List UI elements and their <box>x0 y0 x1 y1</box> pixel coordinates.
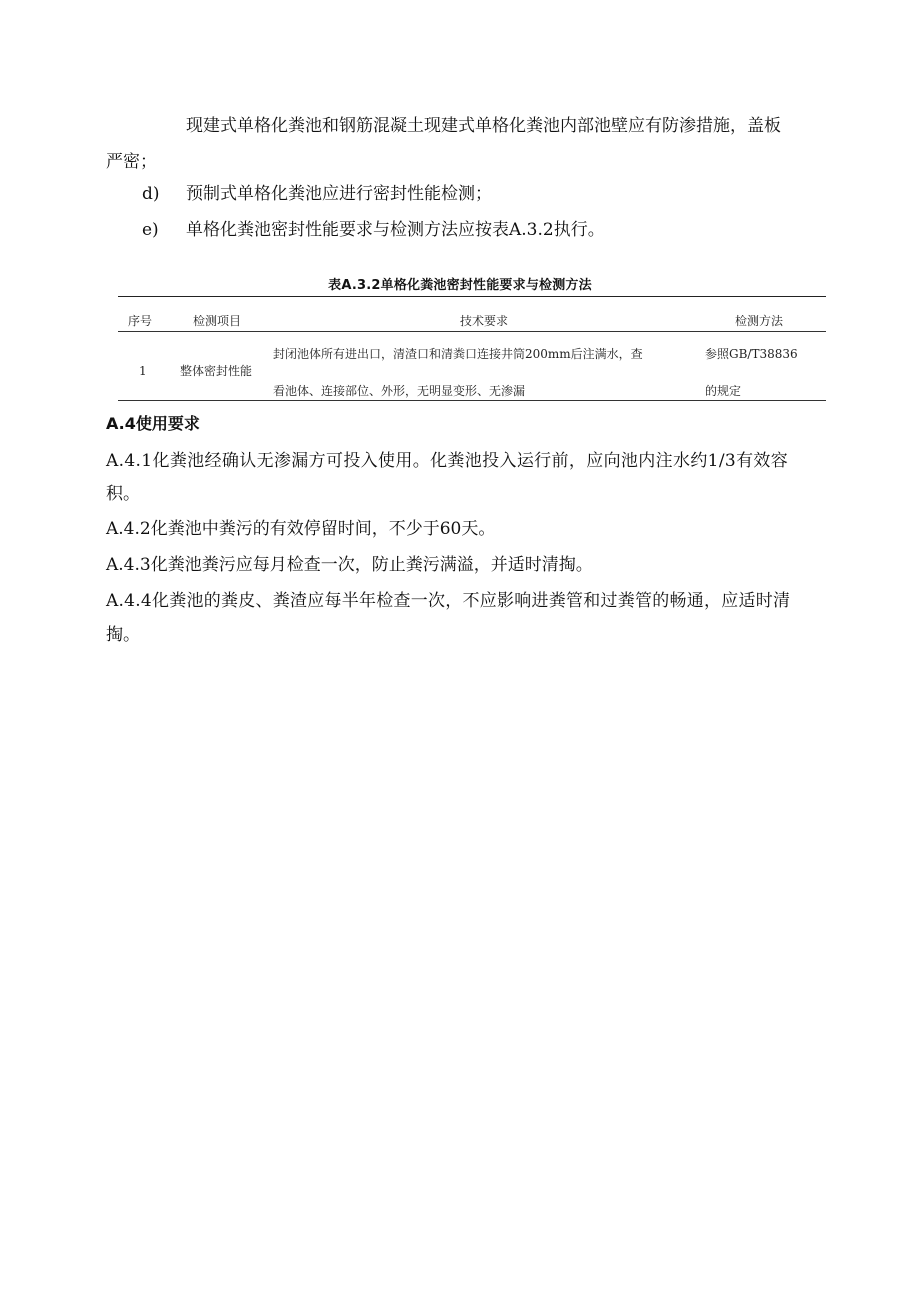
list-item-text: 预制式单格化粪池应进行密封性能检测； <box>186 184 492 204</box>
cell-item: 整体密封性能 <box>180 364 253 378</box>
cell-no: 1 <box>139 364 147 378</box>
header-item: 检测项目 <box>193 314 242 328</box>
clause-a41: A.4.1化粪池经确认无渗漏方可投入使用。化粪池投入运行前，应向池内注水约1/3有效容 <box>106 451 789 471</box>
clause-a44: A.4.4化粪池的粪皮、粪渣应每半年检查一次，不应影响进粪管和过粪管的畅通，应适时清 <box>106 591 791 611</box>
table-top-rule <box>118 296 826 297</box>
table-bottom-rule <box>118 400 826 401</box>
header-method: 检测方法 <box>735 314 784 328</box>
section-heading: A.4使用要求 <box>106 414 200 433</box>
list-marker: e) <box>142 220 159 240</box>
table-caption: 表A.3.2单格化粪池密封性能要求与检测方法 <box>328 278 592 293</box>
header-no: 序号 <box>128 314 153 328</box>
paragraph-text-continuation: 严密； <box>106 152 157 172</box>
cell-method-line: 的规定 <box>705 384 742 398</box>
table-header-rule <box>118 331 826 332</box>
clause-a41-continuation: 积。 <box>106 484 140 504</box>
list-marker: d) <box>142 184 160 204</box>
cell-requirement-line: 封闭池体所有进出口，清渣口和清粪口连接井筒200mm后注满水，查 <box>273 347 643 361</box>
clause-a42: A.4.2化粪池中粪污的有效停留时间，不少于60天。 <box>106 519 496 539</box>
cell-method-line: 参照GB/T38836 <box>705 347 798 361</box>
paragraph-text: 现建式单格化粪池和钢筋混凝土现建式单格化粪池内部池壁应有防渗措施，盖板 <box>186 116 781 136</box>
clause-a44-continuation: 掏。 <box>106 625 140 645</box>
list-item-text: 单格化粪池密封性能要求与检测方法应按表A.3.2执行。 <box>186 220 605 240</box>
header-requirement: 技术要求 <box>460 314 509 328</box>
clause-a43: A.4.3化粪池粪污应每月检查一次，防止粪污满溢，并适时清掏。 <box>106 555 593 575</box>
cell-requirement-line: 看池体、连接部位、外形，无明显变形、无渗漏 <box>273 384 526 398</box>
